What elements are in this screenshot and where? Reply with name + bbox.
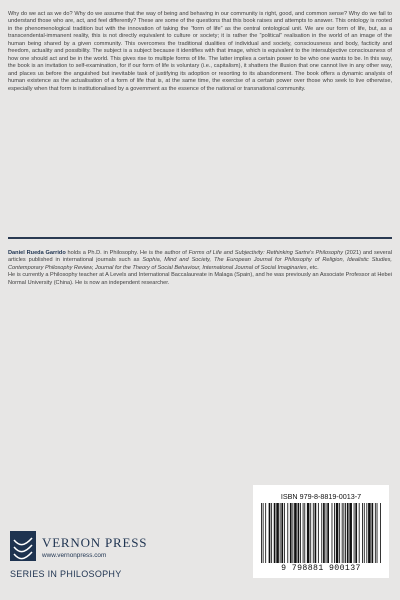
author-name: Daniel Rueda Garrido: [8, 250, 66, 256]
barcode-image: [259, 503, 383, 563]
section-divider: [8, 237, 392, 239]
author-book-title: Forms of Life and Subjectivity: Rethinking Sartre's Philosophy: [188, 250, 343, 256]
bio-text-part2: (2021) and several articles published in international journals such as: [8, 250, 393, 264]
author-bio: [8, 250, 392, 287]
publisher-url: www.vernonpress.com: [42, 552, 107, 559]
bio-text-part3: , etc.: [306, 264, 319, 271]
publisher-block: [10, 531, 220, 591]
isbn-label: ISBN 979-8-8819-0013-7: [280, 492, 362, 501]
blurb-text: Why do we act as we do? Why do we assume that the way of being and behaving in our community is right, good, and common sense? Why do we fail to understand those who are, act, and feel differently? These are some of the questions that this book raises and attempts to answer. This ontology is rooted in the phenomenological tradition but with the innovation of taking the “form of life” as the central ontological unit. We are our form of life, but, as a transcendental-immanent reality, this is not directly equivalent to culture or society; it is rather the “political” realisation in the world of an image of the human being shared by a given community. This overcomes the traditional dualities of individual and society, consciousness and body, facticity and freedom, actuality and possibility. The subject is a subject because it identifies with that image, which is equivalent to the intersubjective consciousness of how one should act and be in the world. This gives rise to multiple forms of life. The latter implies a certain power to be who one wants to be. In this way, the book is an invitation to self-examination, for if our form of life is voluntary (i.e., capitalism), it shatters the illusion that one cannot live in any other way, and places us before the anguished but inevitable task of justifying its adoption or resorting to its abandonment. The book offers a dynamic analysis of human existence as the actualisation of a form of life that is, at the same time, the exercise of a certain power over those who seek to live otherwise, especially when that form is institutionalised by a government as the essence of the national or transnational community.: [8, 11, 392, 92]
bio-paragraph-1: [8, 250, 392, 272]
bio-text-part1: holds a Ph.D. in Philosophy. He is the author of: [65, 250, 189, 256]
isbn-barcode-box: [253, 485, 389, 578]
vernon-press-logo-icon: [10, 531, 36, 561]
journal-list: Sophia, Mind and Society, The European Journal for Philosophy of Religion, Idealistic Studies, Contemporary Philosophy Review, Journal for the Theory of Social Behaviour, International Journal of Social Imaginaries: [8, 257, 392, 271]
series-name: SERIES IN PHILOSOPHY: [10, 569, 122, 579]
bio-paragraph-2: He is currently a Philosophy teacher at A Levels and International Baccalaureate in Malaga (Spain), and he was previously an Associate Professor at Hebei Normal University (China). He is now an independent researcher.: [8, 272, 392, 286]
publisher-name: VERNON PRESS: [42, 535, 148, 550]
book-blurb: [8, 11, 392, 93]
barcode-digits: 9 798881 900137: [281, 564, 361, 573]
